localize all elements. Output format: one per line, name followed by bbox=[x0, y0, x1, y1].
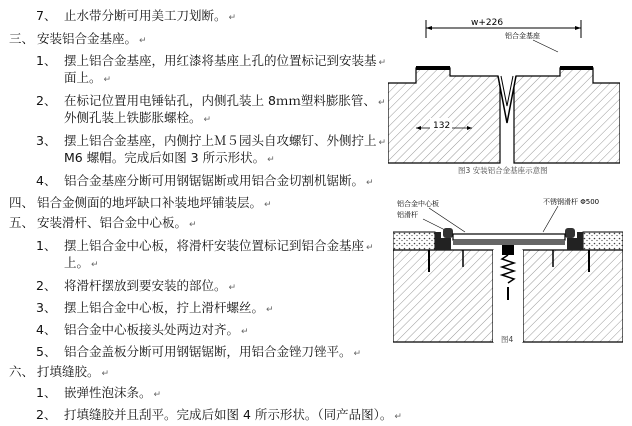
base-label: 铝合金基座 bbox=[505, 32, 540, 40]
seal-block-left bbox=[443, 228, 453, 238]
seal-v-channel bbox=[498, 76, 516, 123]
figure-3-base-install-diagram bbox=[388, 8, 620, 178]
concrete-left bbox=[388, 68, 500, 163]
section-heading: 四、 铝合金侧面的地坪缺口补装地坪铺装层。 ↵ bbox=[9, 195, 272, 210]
list-item: 7、 止水带分断可用美工刀划断。 ↵ bbox=[36, 8, 237, 23]
figure-4-caption: 图4 bbox=[501, 335, 514, 344]
list-item-continuation: 上。 ↵ bbox=[64, 255, 99, 270]
paving-left bbox=[393, 232, 435, 250]
list-item: 1、 摆上铝合金中心板，将滑杆安装位置标记到铝合金基座 ↵ bbox=[36, 238, 374, 253]
center-plate-label: 铝合金中心板 bbox=[397, 200, 439, 208]
list-item: 4、 铝合金中心板接头处两边对齐。 ↵ bbox=[36, 322, 249, 337]
dimension-side-label: 132 bbox=[433, 121, 451, 131]
dimension-top bbox=[426, 18, 581, 38]
list-item-continuation: 外侧孔装上铁膨胀螺栓。 ↵ bbox=[64, 110, 212, 125]
list-item: 5、 铝合金盖板分断可用钢锯锯断，用铝合金锉刀锉平。 ↵ bbox=[36, 344, 362, 359]
figure-4-assembled-joint-diagram bbox=[393, 192, 623, 352]
list-item: 2、 打填缝胶并且刮平。完成后如图 4 所示形状。（同产品图）。 ↵ bbox=[36, 407, 402, 422]
list-item-continuation: M6 螺帽。完成后如图 3 所示形状。 ↵ bbox=[64, 150, 275, 165]
center-plate bbox=[453, 234, 565, 240]
concrete-right bbox=[514, 68, 620, 163]
list-item: 2、 在标记位置用电锤钻孔，内侧孔装上 8ｍｍ塑料膨胀管、 ↵ bbox=[36, 93, 386, 108]
concrete-right bbox=[523, 250, 623, 342]
list-item: 3、 摆上铝合金中心板，拧上滑杆螺丝。 ↵ bbox=[36, 300, 274, 315]
slide-rod bbox=[453, 240, 565, 245]
figure-3-caption: 图3 安装铝合金基座示意图 bbox=[458, 166, 548, 175]
section-heading: 三、 安装铝合金基座。 ↵ bbox=[9, 31, 147, 46]
paving-right bbox=[583, 232, 623, 250]
list-item: 1、 摆上铝合金基座，用红漆将基座上孔的位置标记到安装基 ↵ bbox=[36, 53, 387, 68]
base-plate-right bbox=[560, 66, 593, 70]
seal-block-right bbox=[565, 228, 575, 238]
stainless-rod-label: 不锈钢滑杆 Φ500 bbox=[543, 198, 600, 206]
list-item: 3、 摆上铝合金基座，内侧拧上Ｍ５园头自攻螺钉、外侧拧上 ↵ bbox=[36, 133, 387, 148]
section-heading: 六、 打填缝胶。 ↵ bbox=[9, 364, 110, 379]
slide-rod-label: 铝滑杆 bbox=[397, 211, 418, 219]
concrete-left bbox=[393, 250, 493, 342]
list-item: 1、 嵌弹性泡沫条。 ↵ bbox=[36, 385, 162, 400]
list-item: 4、 铝合金基座分断可用钢锯锯断或用铝合金切割机锯断。 ↵ bbox=[36, 173, 374, 188]
list-item: 2、 将滑杆摆放到要安装的部位。 ↵ bbox=[36, 278, 237, 293]
list-item-continuation: 面上。 ↵ bbox=[64, 70, 112, 85]
dimension-top-label: w+226 bbox=[471, 18, 504, 28]
center-bolt-head bbox=[502, 245, 514, 255]
section-heading: 五、 安装滑杆、铝合金中心板。 ↵ bbox=[9, 215, 197, 230]
base-plate-left bbox=[416, 66, 450, 70]
